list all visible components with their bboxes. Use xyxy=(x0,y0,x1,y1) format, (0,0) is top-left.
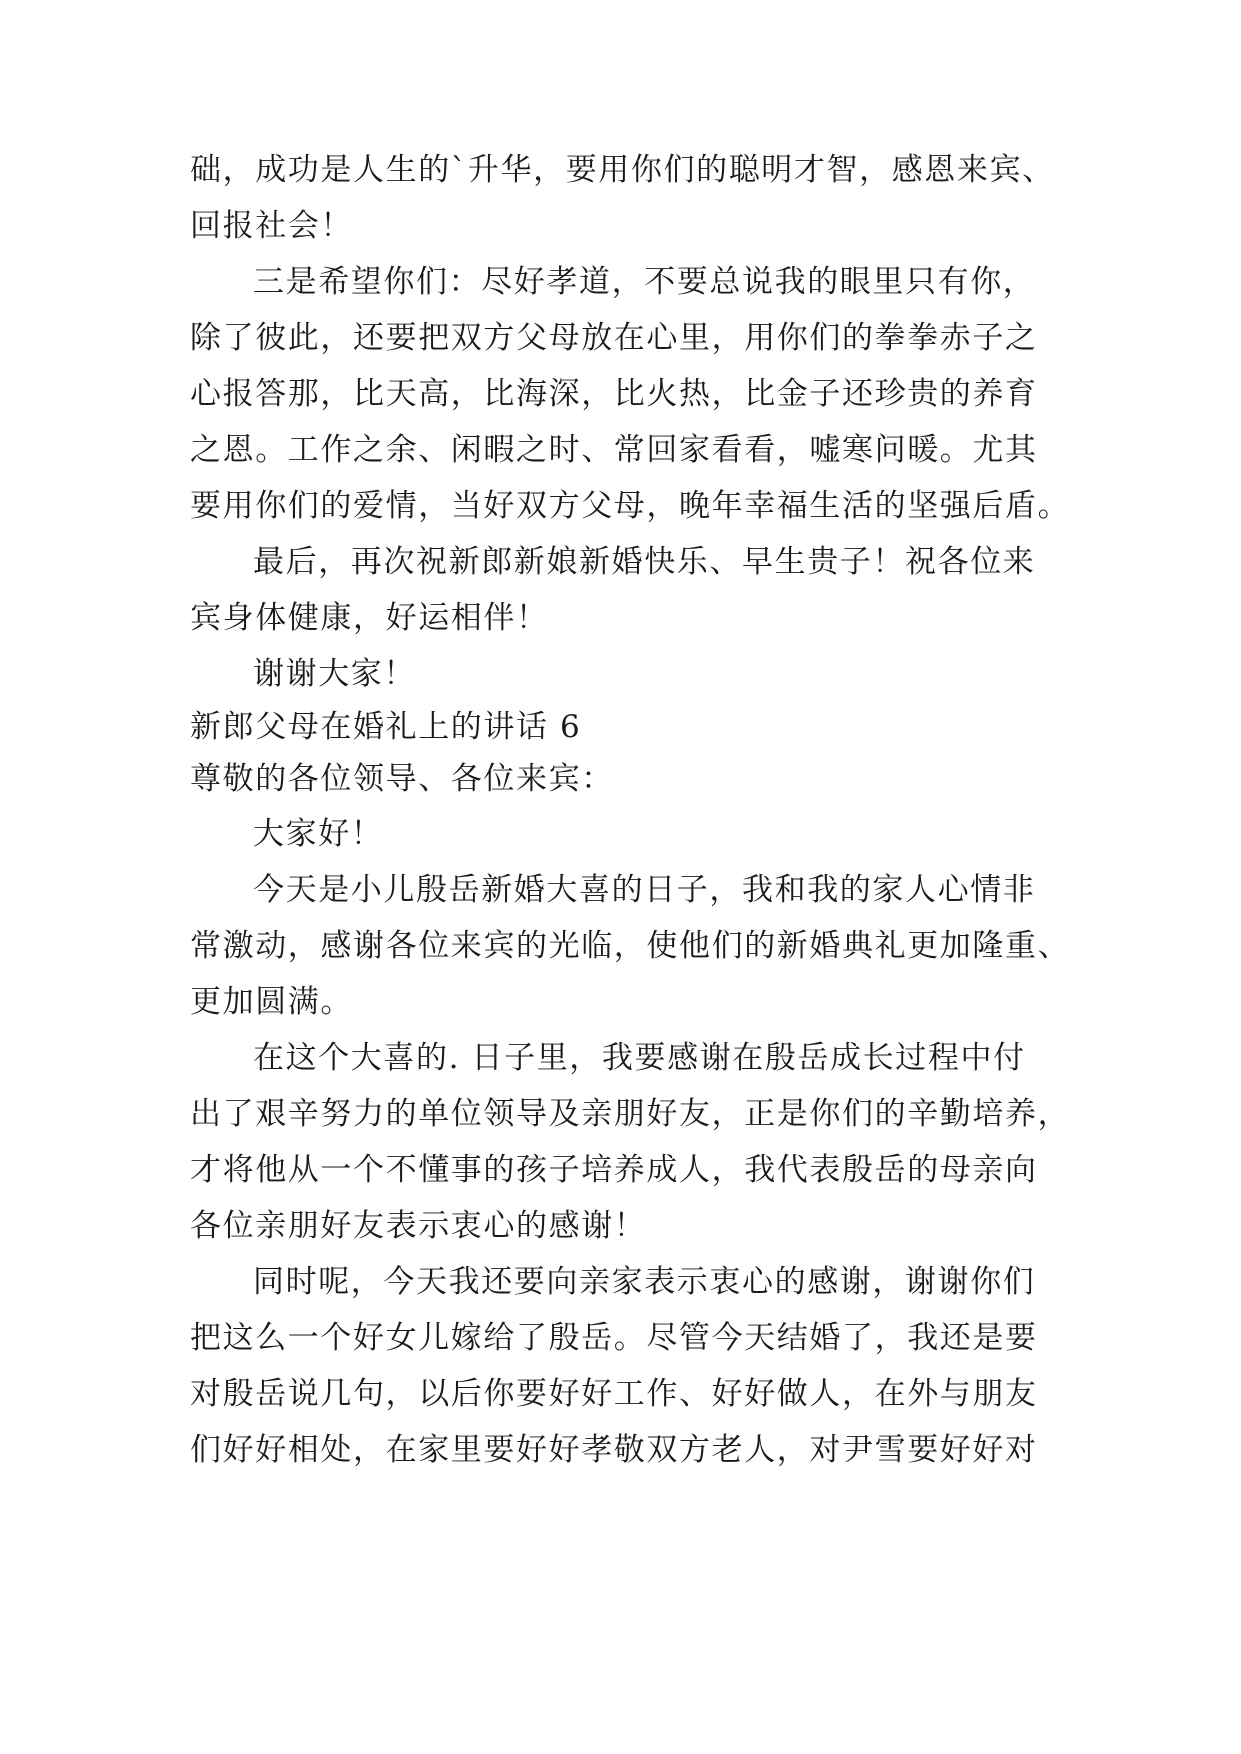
paragraph-line: 之恩。工作之余、闲暇之时、常回家看看，嘘寒问暖。尤其 xyxy=(190,432,1038,468)
paragraph-line: 更加圆满。 xyxy=(190,984,353,1020)
paragraph-line: 要用你们的爱情，当好双方父母，晚年幸福生活的坚强后盾。 xyxy=(190,488,1071,524)
paragraph-line: 在这个大喜的. 日子里，我要感谢在殷岳成长过程中付 xyxy=(253,1040,1026,1076)
paragraph-line: 对殷岳说几句，以后你要好好工作、好好做人，在外与朋友 xyxy=(190,1376,1038,1412)
paragraph-line: 宾身体健康，好运相伴！ xyxy=(190,600,549,636)
paragraph-line: 才将他从一个不懂事的孩子培养成人，我代表殷岳的母亲向 xyxy=(190,1152,1038,1188)
section-heading: 新郎父母在婚礼上的讲话 6 xyxy=(190,709,582,745)
greeting: 大家好！ xyxy=(253,816,384,852)
paragraph-line: 回报社会！ xyxy=(190,208,353,244)
paragraph-line: 础，成功是人生的`升华，要用你们的聪明才智，感恩来宾、 xyxy=(190,152,1055,188)
paragraph-line: 同时呢，今天我还要向亲家表示衷心的感谢，谢谢你们 xyxy=(253,1264,1036,1300)
paragraph-line: 常激动，感谢各位来宾的光临，使他们的新婚典礼更加隆重、 xyxy=(190,928,1071,964)
salutation: 尊敬的各位领导、各位来宾： xyxy=(190,761,614,797)
paragraph-line: 们好好相处，在家里要好好孝敬双方老人，对尹雪要好好对 xyxy=(190,1432,1038,1468)
paragraph-line: 今天是小儿殷岳新婚大喜的日子，我和我的家人心情非 xyxy=(253,872,1036,908)
paragraph-line: 心报答那，比天高，比海深，比火热，比金子还珍贵的养育 xyxy=(190,376,1038,412)
paragraph-line: 三是希望你们：尽好孝道，不要总说我的眼里只有你， xyxy=(253,264,1036,300)
paragraph-line: 出了艰辛努力的单位领导及亲朋好友，正是你们的辛勤培养， xyxy=(190,1096,1071,1132)
paragraph-line: 最后，再次祝新郎新娘新婚快乐、早生贵子！祝各位来 xyxy=(253,544,1036,580)
paragraph-line: 把这么一个好女儿嫁给了殷岳。尽管今天结婚了，我还是要 xyxy=(190,1320,1038,1356)
paragraph-line: 谢谢大家！ xyxy=(253,656,416,692)
paragraph-line: 除了彼此，还要把双方父母放在心里，用你们的拳拳赤子之 xyxy=(190,320,1038,356)
paragraph-line: 各位亲朋好友表示衷心的感谢！ xyxy=(190,1208,647,1244)
